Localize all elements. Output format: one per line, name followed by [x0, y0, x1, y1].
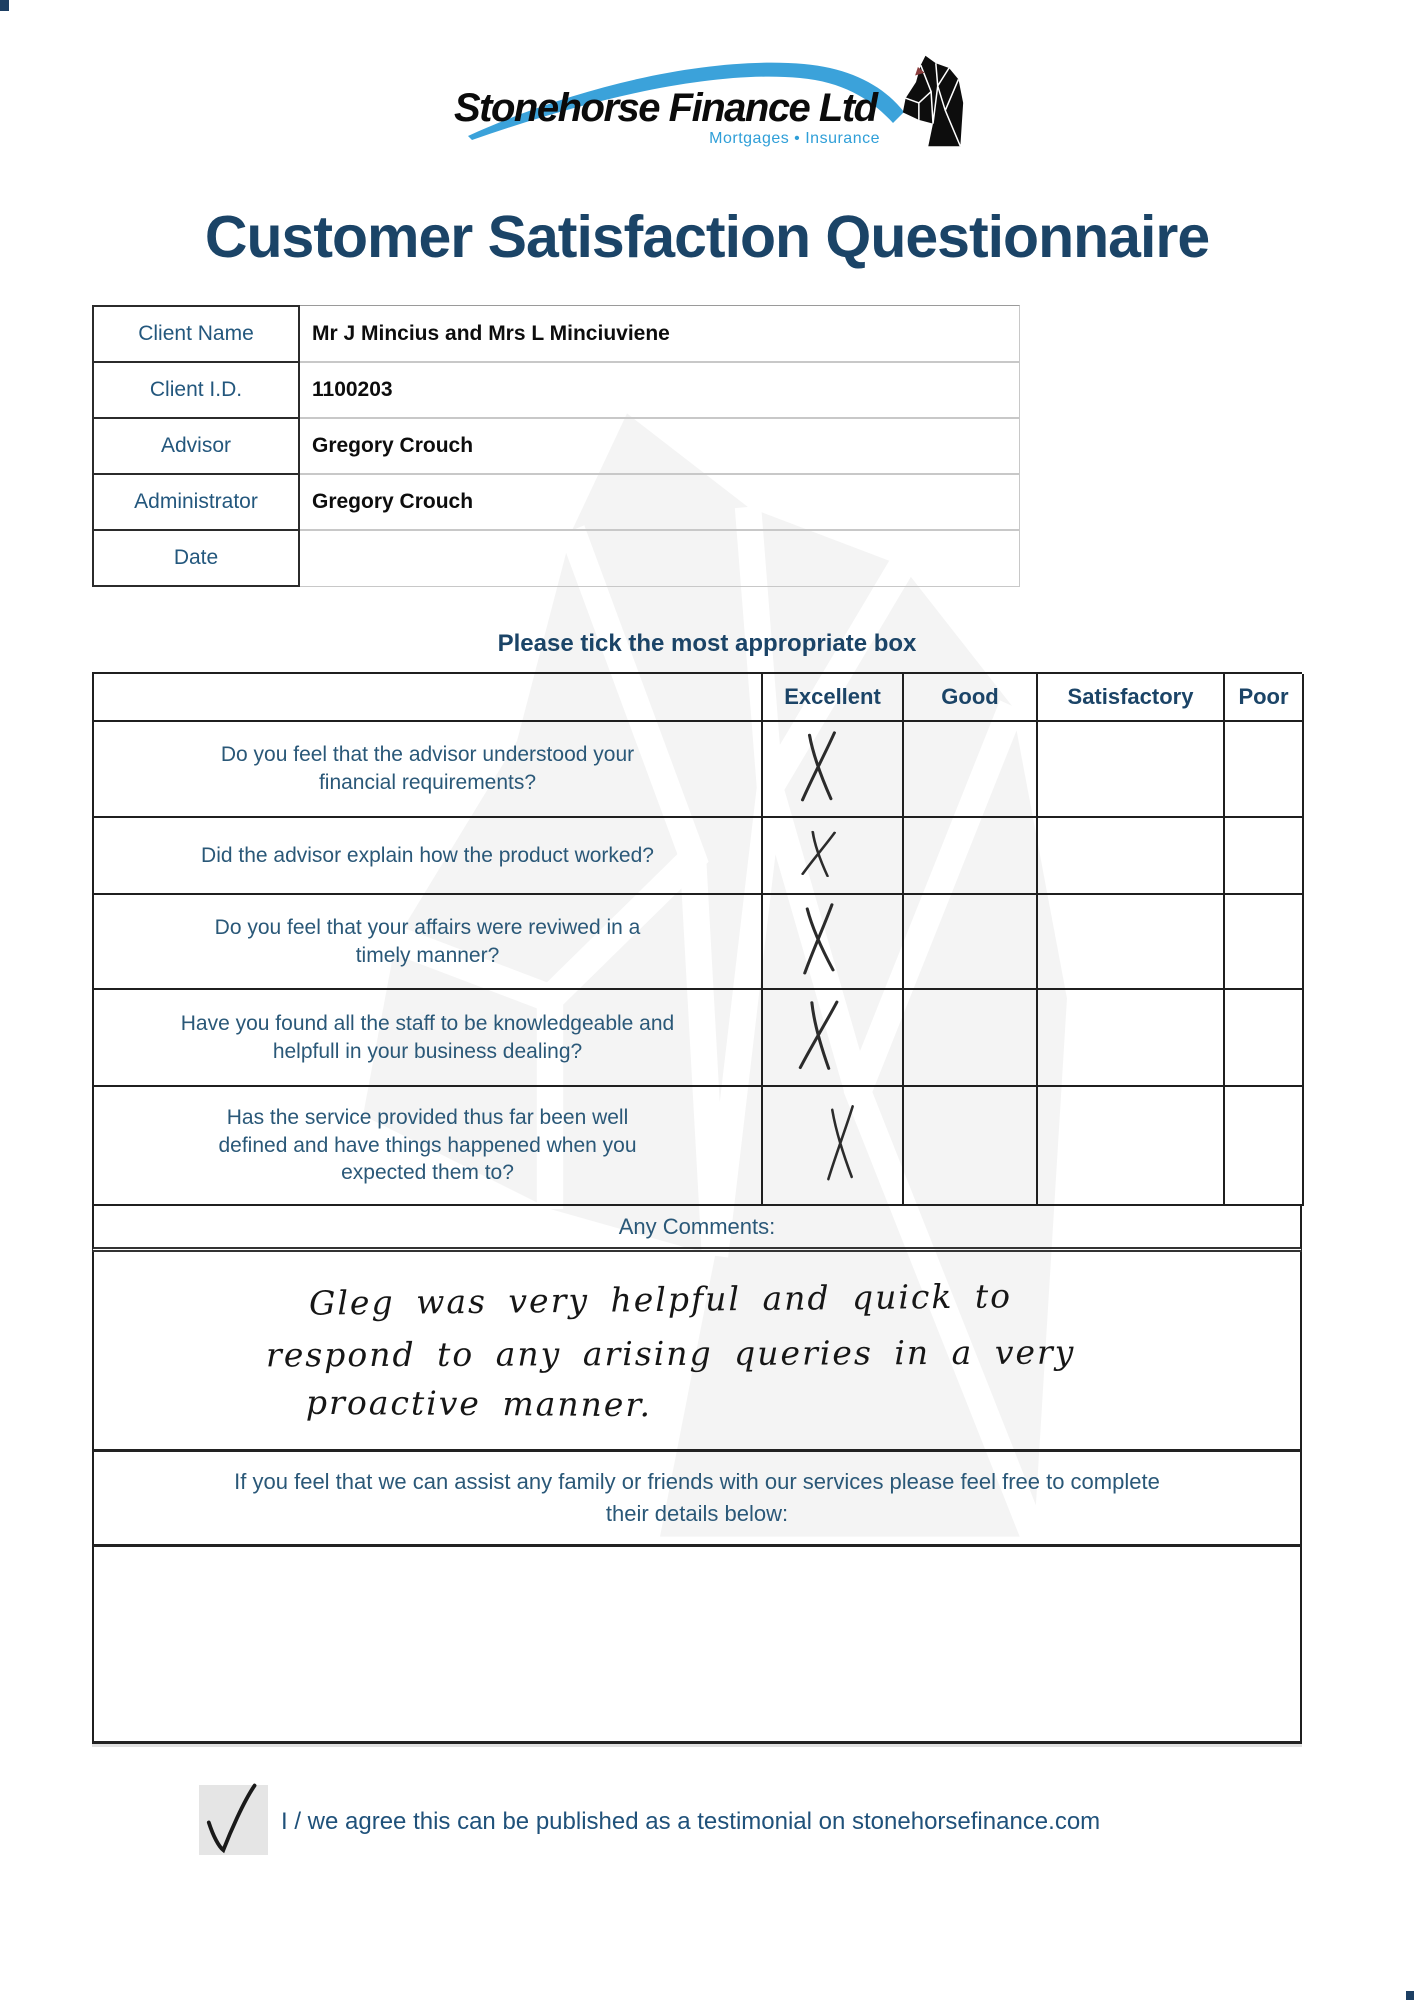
- client-row-date: [92, 529, 1020, 587]
- date-field[interactable]: [300, 529, 1020, 587]
- testimonial-checkbox[interactable]: [199, 1785, 268, 1855]
- rating-cell-poor[interactable]: [1225, 722, 1304, 818]
- rating-cell-good[interactable]: [904, 818, 1038, 895]
- client-row-name: [92, 305, 1020, 363]
- client-name-label: Client Name: [92, 305, 300, 363]
- column-header-good: Good: [904, 674, 1038, 722]
- client-id-field[interactable]: 1100203: [300, 361, 1020, 419]
- client-row-id: [92, 361, 1020, 419]
- rating-cell-excellent[interactable]: [763, 990, 904, 1087]
- rating-cell-satisfactory[interactable]: [1038, 895, 1225, 990]
- rating-cell-poor[interactable]: [1225, 1087, 1304, 1206]
- column-header-satisfactory: Satisfactory: [1038, 674, 1225, 722]
- rating-cell-poor[interactable]: [1225, 990, 1304, 1087]
- x-mark: [820, 1103, 863, 1186]
- column-header-excellent: Excellent: [763, 674, 904, 722]
- logo-tagline: Mortgages • Insurance: [709, 130, 880, 147]
- comments-box[interactable]: [92, 1252, 1302, 1452]
- page-title: Customer Satisfaction Questionnaire: [204, 204, 1210, 270]
- corner-mark-bottom-right: [1406, 1991, 1414, 2000]
- question-text: Did the advisor explain how the product worked?: [94, 818, 763, 895]
- advisor-label: Advisor: [92, 417, 300, 475]
- rating-cell-poor[interactable]: [1225, 895, 1304, 990]
- rating-cell-good[interactable]: [904, 722, 1038, 818]
- testimonial-label: I / we agree this can be published as a testimonial on stonehorsefinance.com: [281, 1808, 1101, 1835]
- column-header-poor: Poor: [1225, 674, 1304, 722]
- client-info-table: [92, 305, 1020, 587]
- client-row-advisor: [92, 417, 1020, 475]
- administrator-label: Administrator: [92, 473, 300, 531]
- question-text: Do you feel that your affairs were reviwed in a timely manner?: [94, 895, 763, 990]
- client-id-label: Client I.D.: [92, 361, 300, 419]
- x-mark: [793, 826, 846, 884]
- rating-header-empty-cell: [94, 674, 763, 722]
- rating-cell-satisfactory[interactable]: [1038, 990, 1225, 1087]
- question-text: Has the service provided thus far been well defined and have things happened when you expected them to?: [94, 1087, 763, 1206]
- x-mark: [789, 994, 849, 1078]
- x-mark: [792, 901, 847, 980]
- logo-company-name: Stonehorse Finance Ltd: [454, 86, 877, 130]
- client-name-field[interactable]: Mr J Mincius and Mrs L Minciuviene: [300, 305, 1020, 363]
- rating-cell-excellent[interactable]: [763, 895, 904, 990]
- client-row-administrator: [92, 473, 1020, 531]
- tick-mark: [201, 1781, 259, 1857]
- corner-mark-top-left: [0, 0, 9, 11]
- question-text: Do you feel that the advisor understood your financial requirements?: [94, 722, 763, 818]
- rating-cell-satisfactory[interactable]: [1038, 722, 1225, 818]
- handwritten-comment-line: respond to any arising queries in a very: [265, 1332, 1076, 1375]
- horse-head-icon: [900, 52, 966, 150]
- handwritten-comment-line: Gleg was very helpful and quick to: [308, 1276, 1013, 1323]
- rating-cell-excellent[interactable]: [763, 722, 904, 818]
- referral-details-box[interactable]: [92, 1547, 1302, 1744]
- handwritten-comment-line: proactive manner.: [305, 1382, 653, 1425]
- any-comments-header: Any Comments:: [92, 1206, 1302, 1252]
- rating-cell-good[interactable]: [904, 895, 1038, 990]
- advisor-field[interactable]: Gregory Crouch: [300, 417, 1020, 475]
- rating-cell-excellent[interactable]: [763, 1087, 904, 1206]
- rating-cell-good[interactable]: [904, 1087, 1038, 1206]
- rating-table: [92, 672, 1302, 1744]
- rating-cell-poor[interactable]: [1225, 818, 1304, 895]
- x-mark: [792, 728, 847, 808]
- rating-cell-excellent[interactable]: [763, 818, 904, 895]
- tick-instruction: Please tick the most appropriate box: [497, 630, 917, 657]
- rating-cell-good[interactable]: [904, 990, 1038, 1087]
- question-text: Have you found all the staff to be knowledgeable and helpfull in your business dealing?: [94, 990, 763, 1087]
- referral-instruction: If you feel that we can assist any family or friends with our services please feel free to complete their details below:: [92, 1452, 1302, 1547]
- company-logo: [452, 50, 968, 154]
- administrator-field[interactable]: Gregory Crouch: [300, 473, 1020, 531]
- rating-cell-satisfactory[interactable]: [1038, 818, 1225, 895]
- date-label: Date: [92, 529, 300, 587]
- rating-grid: [92, 672, 1302, 1206]
- rating-cell-satisfactory[interactable]: [1038, 1087, 1225, 1206]
